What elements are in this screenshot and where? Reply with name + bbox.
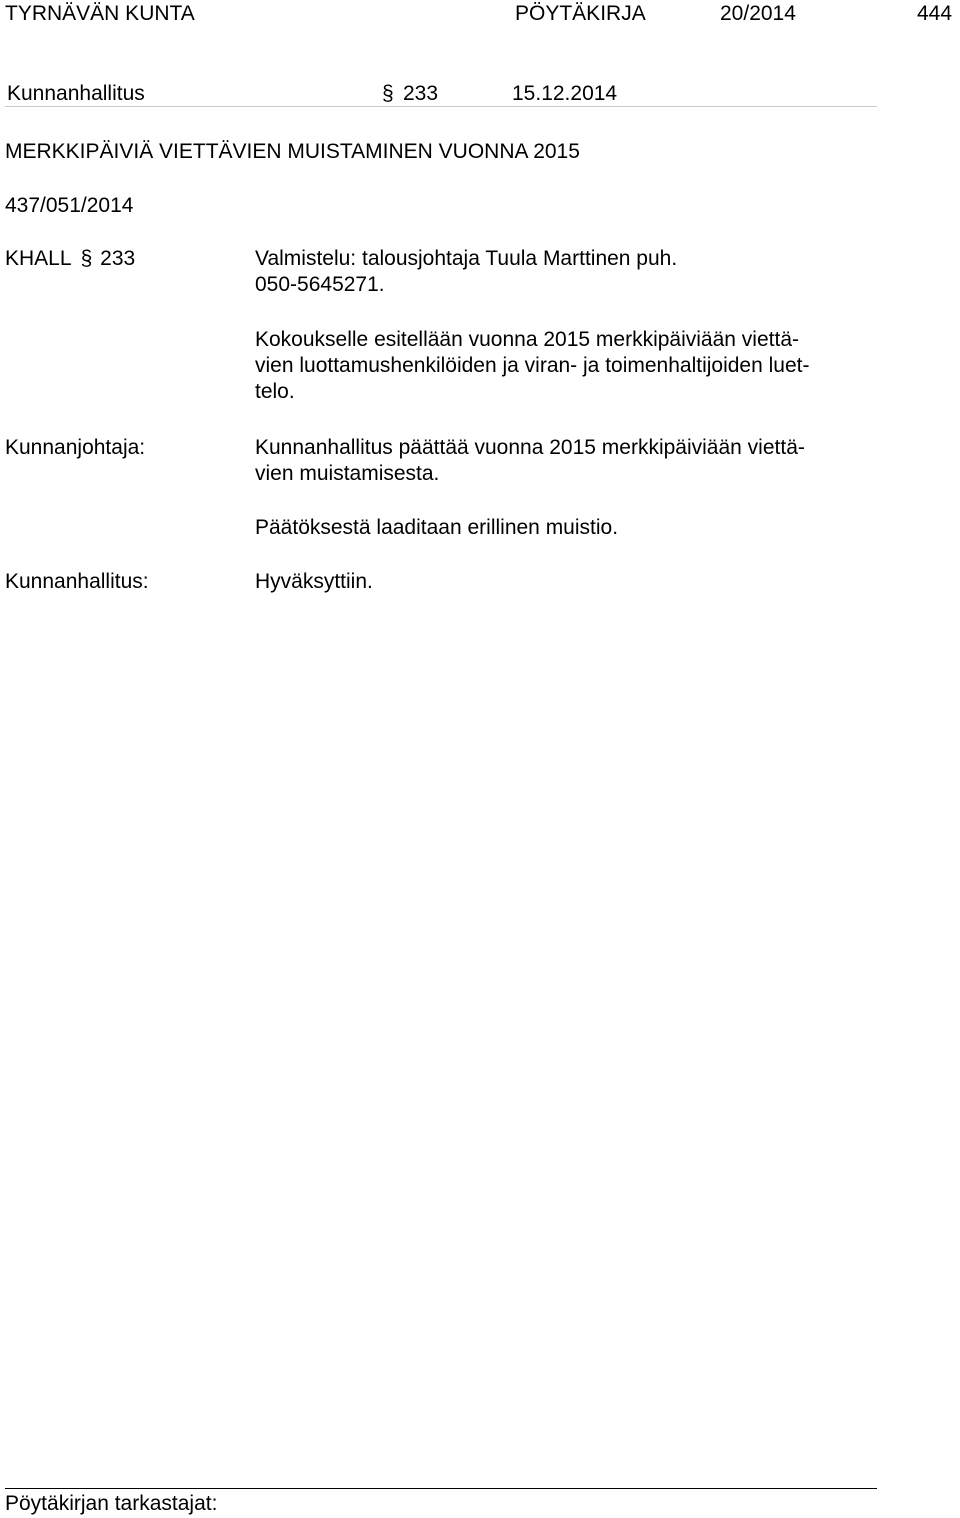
khall-label [5,246,135,272]
inspectors-label: Pöytäkirjan tarkastajat: [5,1492,218,1515]
org-name: TYRNÄVÄN KUNTA [5,2,195,25]
intro-line: vien luottamushenkilöiden ja viran- ja toimenhaltijoiden luet- [255,354,810,377]
header-rule [5,106,877,107]
preparation-line: 050-5645271. [255,273,385,296]
intro-line: telo. [255,380,295,403]
proposal-line: vien muistamisesta. [255,462,440,485]
decision-label: Kunnanhallitus: [5,570,149,593]
intro-text [255,327,915,405]
doc-type: PÖYTÄKIRJA [515,2,646,25]
proposal-label: Kunnanjohtaja: [5,436,146,459]
footer-rule [5,1488,877,1489]
diary-number: 437/051/2014 [5,194,134,217]
preparation-text [255,246,915,298]
khall-section-symbol: § [80,247,93,270]
memo-text: Päätöksestä laaditaan erillinen muistio. [255,516,619,539]
item-title: MERKKIPÄIVIÄ VIETTÄVIEN MUISTAMINEN VUONNA 2015 [5,140,580,163]
decision-text: Hyväksyttiin. [255,570,373,593]
section-symbol: § [382,82,394,105]
proposal-line: Kunnanhallitus päättää vuonna 2015 merkkipäiviään viettä- [255,436,805,459]
khall-number: 233 [100,247,136,270]
proposal-text [255,435,915,487]
preparation-line: Valmistelu: talousjohtaja Tuula Marttinen puh. [255,247,678,270]
intro-line: Kokoukselle esitellään vuonna 2015 merkkipäiviään viettä- [255,328,799,351]
khall-text: KHALL [5,247,71,270]
meeting-body: Kunnanhallitus [7,82,145,105]
section-number: 233 [403,82,439,105]
meeting-date: 15.12.2014 [512,82,618,105]
doc-number: 20/2014 [720,2,796,25]
page-number: 444 [917,2,953,25]
